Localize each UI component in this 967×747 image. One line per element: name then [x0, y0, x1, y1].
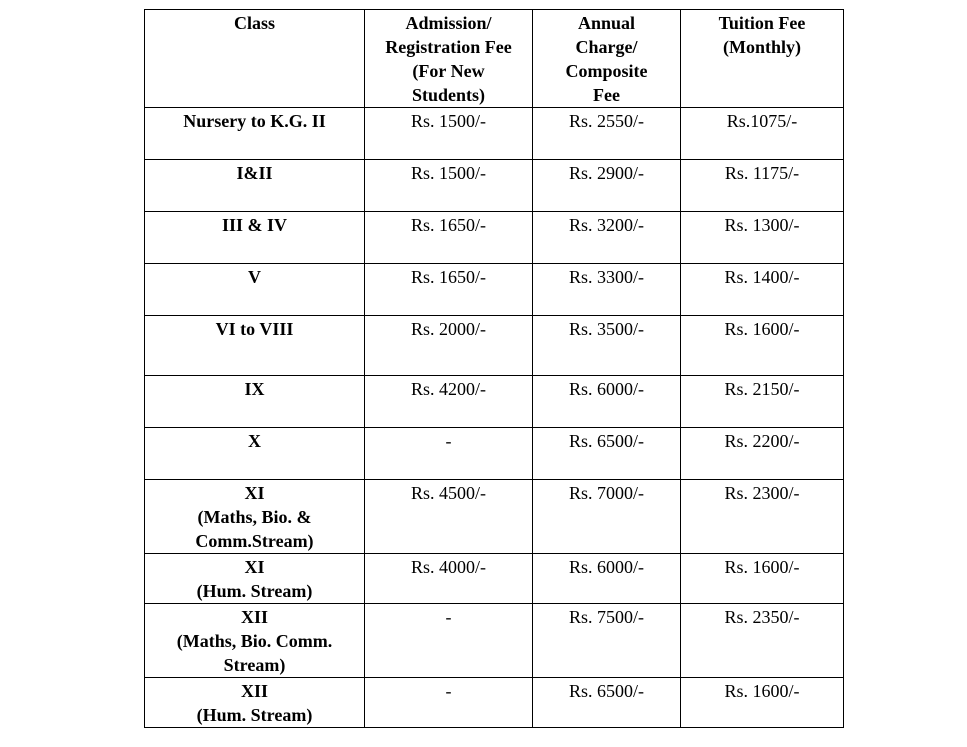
tuition-fee-cell: Rs.1075/-	[681, 108, 844, 160]
header-admission-fee: Admission/ Registration Fee (For New Students)	[365, 10, 533, 108]
table-row	[145, 212, 844, 264]
table-row	[145, 554, 844, 604]
table-row	[145, 108, 844, 160]
tuition-fee-cell: Rs. 2200/-	[681, 428, 844, 480]
table-row	[145, 264, 844, 316]
tuition-fee-cell: Rs. 1600/-	[681, 678, 844, 728]
class-cell: Nursery to K.G. II	[145, 108, 365, 160]
admission-fee-cell: Rs. 1650/-	[365, 264, 533, 316]
annual-charge-cell: Rs. 7500/-	[533, 604, 681, 678]
table-row	[145, 376, 844, 428]
table-header-row	[145, 10, 844, 108]
admission-fee-cell: Rs. 2000/-	[365, 316, 533, 376]
tuition-fee-cell: Rs. 1600/-	[681, 316, 844, 376]
class-cell: I&II	[145, 160, 365, 212]
admission-fee-cell: Rs. 4200/-	[365, 376, 533, 428]
tuition-fee-cell: Rs. 2350/-	[681, 604, 844, 678]
table-row	[145, 678, 844, 728]
annual-charge-cell: Rs. 3200/-	[533, 212, 681, 264]
annual-charge-cell: Rs. 6500/-	[533, 678, 681, 728]
tuition-fee-cell: Rs. 2300/-	[681, 480, 844, 554]
annual-charge-cell: Rs. 7000/-	[533, 480, 681, 554]
admission-fee-cell: -	[365, 678, 533, 728]
class-cell: X	[145, 428, 365, 480]
tuition-fee-cell: Rs. 1600/-	[681, 554, 844, 604]
tuition-fee-cell: Rs. 1175/-	[681, 160, 844, 212]
admission-fee-cell: Rs. 4000/-	[365, 554, 533, 604]
class-cell: III & IV	[145, 212, 365, 264]
header-annual-charge: Annual Charge/ Composite Fee	[533, 10, 681, 108]
table-row	[145, 428, 844, 480]
annual-charge-cell: Rs. 3300/-	[533, 264, 681, 316]
fee-structure-table	[144, 9, 844, 728]
tuition-fee-cell: Rs. 1300/-	[681, 212, 844, 264]
table-row	[145, 480, 844, 554]
table-row	[145, 604, 844, 678]
admission-fee-cell: Rs. 1650/-	[365, 212, 533, 264]
annual-charge-cell: Rs. 6000/-	[533, 376, 681, 428]
annual-charge-cell: Rs. 3500/-	[533, 316, 681, 376]
admission-fee-cell: Rs. 4500/-	[365, 480, 533, 554]
annual-charge-cell: Rs. 6000/-	[533, 554, 681, 604]
class-cell: VI to VIII	[145, 316, 365, 376]
header-tuition-fee: Tuition Fee (Monthly)	[681, 10, 844, 108]
annual-charge-cell: Rs. 6500/-	[533, 428, 681, 480]
admission-fee-cell: -	[365, 604, 533, 678]
admission-fee-cell: Rs. 1500/-	[365, 160, 533, 212]
class-cell: XII (Hum. Stream)	[145, 678, 365, 728]
class-cell: XI (Maths, Bio. & Comm.Stream)	[145, 480, 365, 554]
class-cell: XII (Maths, Bio. Comm. Stream)	[145, 604, 365, 678]
admission-fee-cell: -	[365, 428, 533, 480]
admission-fee-cell: Rs. 1500/-	[365, 108, 533, 160]
tuition-fee-cell: Rs. 2150/-	[681, 376, 844, 428]
tuition-fee-cell: Rs. 1400/-	[681, 264, 844, 316]
header-class: Class	[145, 10, 365, 108]
class-cell: IX	[145, 376, 365, 428]
table-row	[145, 160, 844, 212]
class-cell: XI (Hum. Stream)	[145, 554, 365, 604]
annual-charge-cell: Rs. 2550/-	[533, 108, 681, 160]
annual-charge-cell: Rs. 2900/-	[533, 160, 681, 212]
class-cell: V	[145, 264, 365, 316]
table-row	[145, 316, 844, 376]
